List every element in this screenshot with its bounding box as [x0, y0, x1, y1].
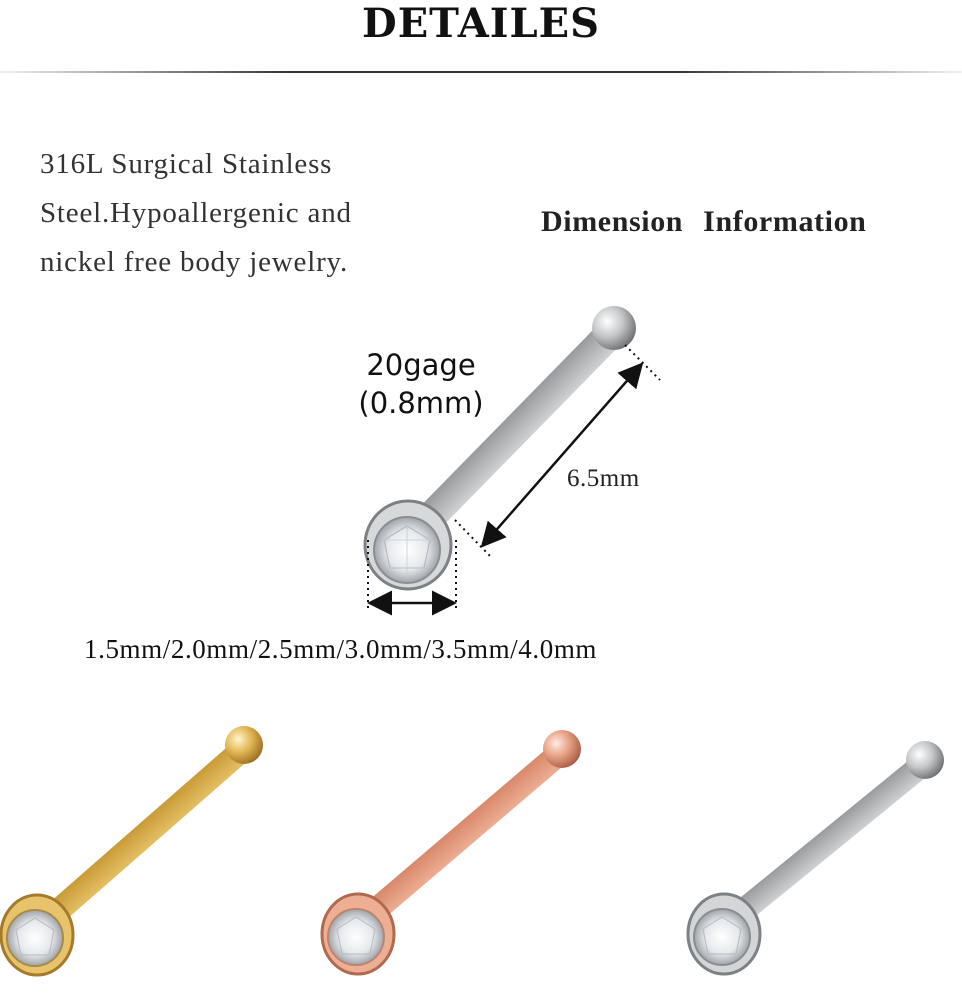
length-label: 6.5mm	[567, 465, 640, 492]
stud-silver	[688, 741, 944, 974]
page-title: DETAILES	[362, 0, 600, 47]
gauge-mm: (0.8mm)	[358, 386, 484, 420]
stud-gold	[1, 726, 263, 975]
diameter-sizes-label: 1.5mm/2.0mm/2.5mm/3.0mm/3.5mm/4.0mm	[84, 634, 598, 664]
stud-rose-gold	[322, 730, 581, 974]
description-line-3: nickel free body jewelry.	[40, 246, 348, 278]
description-line-1: 316L Surgical Stainless	[40, 148, 333, 180]
gauge-value: 20gage	[366, 348, 476, 382]
description-line-2: Steel.Hypoallergenic and	[40, 197, 352, 229]
dimension-heading: Dimension Information	[541, 205, 867, 238]
gauge-label	[346, 346, 496, 422]
